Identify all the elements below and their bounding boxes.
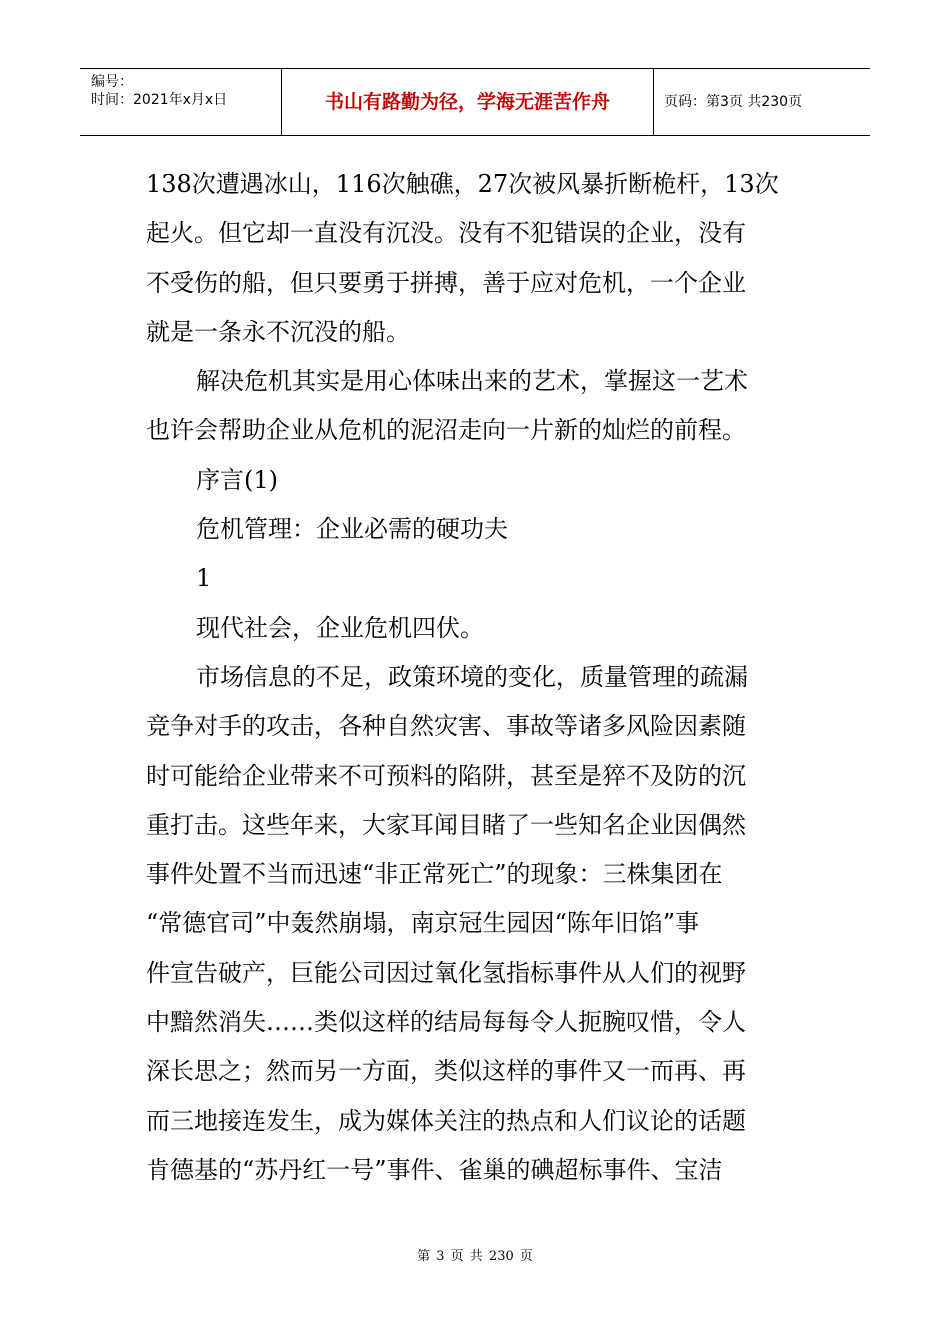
body-line: “常德官司”中轰然崩塌，南京冠生园因“陈年旧馅”事 — [146, 909, 700, 938]
body-line: 件宣告破产，巨能公司因过氧化氢指标事件从人们的视野 — [146, 958, 746, 987]
body-line: 138次遭遇冰山，116次触礁，27次被风暴折断桅杆，13次 — [146, 170, 779, 198]
header-meta-cell — [80, 69, 282, 135]
time-label: 时间：2021年x月x日 — [91, 92, 228, 108]
body-line: 而三地接连发生，成为媒体关注的热点和人们议论的话题 — [146, 1106, 746, 1135]
body-line: 重打击。这些年来，大家耳闻目睹了一些知名企业因偶然 — [146, 810, 746, 839]
body-line: 市场信息的不足，政策环境的变化，质量管理的疏漏 — [196, 662, 748, 691]
body-line: 深长思之；然而另一方面，类似这样的事件又一而再、再 — [146, 1057, 746, 1086]
body-line: 现代社会，企业危机四伏。 — [196, 613, 484, 642]
body-line: 也许会帮助企业从危机的泥沼走向一片新的灿烂的前程。 — [146, 416, 746, 445]
body-line: 肯德基的“苏丹红一号”事件、雀巢的碘超标事件、宝洁 — [146, 1155, 723, 1184]
body-line: 事件处置不当而迅速“非正常死亡”的现象：三株集团在 — [146, 860, 723, 889]
number-label: 编号： — [91, 74, 133, 90]
body-line: 中黯然消失……类似这样的结局每每令人扼腕叹惜，令人 — [146, 1008, 746, 1037]
section-title: 序言(1) — [196, 465, 278, 494]
header-page-info: 页码：第3页 共230页 — [664, 94, 803, 110]
body-line: 不受伤的船，但只要勇于拼搏，善于应对危机，一个企业 — [146, 268, 746, 297]
document-body — [146, 160, 806, 1195]
header-motto: 书山有路勤为径，学海无涯苦作舟 — [282, 69, 654, 135]
body-line: 时可能给企业带来不可预料的陷阱，甚至是猝不及防的沉 — [146, 761, 746, 790]
section-number: 1 — [196, 564, 212, 593]
page-footer: 第 3 页 共 230 页 — [417, 1249, 533, 1264]
document-header — [80, 68, 870, 136]
body-line: 解决危机其实是用心体味出来的艺术，掌握这一艺术 — [196, 367, 748, 396]
body-line: 起火。但它却一直没有沉没。没有不犯错误的企业，没有 — [146, 219, 746, 248]
section-subtitle: 危机管理：企业必需的硬功夫 — [196, 515, 508, 544]
body-line: 就是一条永不沉没的船。 — [146, 317, 410, 346]
body-line: 竞争对手的攻击，各种自然灾害、事故等诸多风险因素随 — [146, 712, 746, 741]
